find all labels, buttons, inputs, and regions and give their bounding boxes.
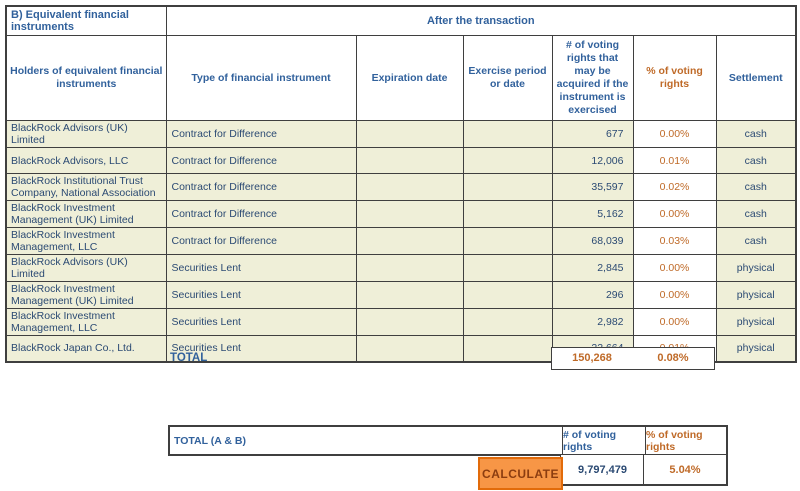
table-row — [6, 148, 796, 174]
expiration-cell — [356, 228, 463, 255]
grand-total-col-rights: # of voting rights — [562, 427, 645, 454]
col-header-settlement: Settlement — [716, 36, 796, 121]
rights-cell: 12,006 — [552, 148, 633, 174]
holder-cell: BlackRock Japan Co., Ltd. — [6, 336, 166, 362]
rights-cell: 68,039 — [552, 228, 633, 255]
settlement-cell: cash — [716, 148, 796, 174]
rights-cell: 2,982 — [552, 309, 633, 336]
exercise-cell — [463, 121, 552, 148]
table-row — [6, 282, 796, 309]
table-row — [6, 309, 796, 336]
grand-total-header-row — [168, 425, 728, 456]
rights-cell: 677 — [552, 121, 633, 148]
table-row — [6, 121, 796, 148]
settlement-cell: cash — [716, 121, 796, 148]
pct-cell: 0.01% — [633, 148, 716, 174]
settlement-cell: physical — [716, 336, 796, 362]
expiration-cell — [356, 255, 463, 282]
holder-cell: BlackRock Advisors (UK) Limited — [6, 255, 166, 282]
type-cell: Securities Lent — [166, 282, 356, 309]
expiration-cell — [356, 309, 463, 336]
holder-cell: BlackRock Advisors (UK) Limited — [6, 121, 166, 148]
exercise-cell — [463, 309, 552, 336]
section-label: B) Equivalent financial instruments — [6, 6, 166, 36]
holder-cell: BlackRock Investment Management, LLC — [6, 228, 166, 255]
type-cell: Contract for Difference — [166, 174, 356, 201]
col-header-exercise: Exercise period or date — [463, 36, 552, 121]
exercise-cell — [463, 282, 552, 309]
grand-total-rights-value: 9,797,479 — [560, 455, 644, 486]
type-cell: Contract for Difference — [166, 121, 356, 148]
exercise-cell — [463, 228, 552, 255]
holder-cell: BlackRock Investment Management, LLC — [6, 309, 166, 336]
pct-cell: 0.02% — [633, 174, 716, 201]
type-cell: Securities Lent — [166, 255, 356, 282]
col-header-expiration: Expiration date — [356, 36, 463, 121]
total-pct-value: 0.08% — [632, 347, 715, 370]
exercise-cell — [463, 255, 552, 282]
after-transaction-band: After the transaction — [166, 6, 796, 36]
exercise-cell — [463, 201, 552, 228]
grand-total-col-pct: % of voting rights — [645, 427, 726, 454]
type-cell: Contract for Difference — [166, 201, 356, 228]
grand-total-section — [168, 425, 728, 491]
pct-cell: 0.00% — [633, 121, 716, 148]
pct-cell: 0.00% — [633, 255, 716, 282]
expiration-cell — [356, 201, 463, 228]
col-header-type: Type of financial instrument — [166, 36, 356, 121]
type-cell: Securities Lent — [166, 336, 356, 362]
expiration-cell — [356, 121, 463, 148]
pct-cell: 0.03% — [633, 228, 716, 255]
exercise-cell — [463, 174, 552, 201]
total-row — [0, 347, 800, 371]
rights-cell: 2,845 — [552, 255, 633, 282]
rights-cell: 35,597 — [552, 174, 633, 201]
col-header-holders: Holders of equivalent financial instruments — [6, 36, 166, 121]
table-row — [6, 255, 796, 282]
equivalent-instruments-table — [5, 5, 797, 363]
holder-cell: BlackRock Investment Management (UK) Limited — [6, 282, 166, 309]
expiration-cell — [356, 174, 463, 201]
pct-cell: 0.00% — [633, 309, 716, 336]
table-body — [6, 121, 796, 362]
col-header-pct: % of voting rights — [633, 36, 716, 121]
pct-cell: 0.00% — [633, 201, 716, 228]
exercise-cell — [463, 148, 552, 174]
rights-cell: 5,162 — [552, 201, 633, 228]
holder-cell: BlackRock Advisors, LLC — [6, 148, 166, 174]
settlement-cell: cash — [716, 174, 796, 201]
settlement-cell: physical — [716, 309, 796, 336]
grand-total-label: TOTAL (A & B) — [174, 434, 246, 447]
type-cell: Contract for Difference — [166, 228, 356, 255]
expiration-cell — [356, 282, 463, 309]
total-label: TOTAL — [170, 352, 208, 364]
expiration-cell — [356, 148, 463, 174]
grand-total-pct-value: 5.04% — [643, 455, 728, 486]
column-header-row — [6, 36, 796, 121]
settlement-cell: physical — [716, 255, 796, 282]
table-row — [6, 201, 796, 228]
table-title-row — [6, 6, 796, 36]
holder-cell: BlackRock Investment Management (UK) Limited — [6, 201, 166, 228]
total-rights-value: 150,268 — [551, 347, 633, 370]
settlement-cell: physical — [716, 282, 796, 309]
type-cell: Contract for Difference — [166, 148, 356, 174]
table-row — [6, 228, 796, 255]
holder-cell: BlackRock Institutional Trust Company, National Association — [6, 174, 166, 201]
pct-cell: 0.00% — [633, 282, 716, 309]
calculate-button[interactable]: CALCULATE — [478, 457, 563, 490]
settlement-cell: cash — [716, 228, 796, 255]
table-row — [6, 174, 796, 201]
settlement-cell: cash — [716, 201, 796, 228]
type-cell: Securities Lent — [166, 309, 356, 336]
rights-cell: 296 — [552, 282, 633, 309]
col-header-rights: # of voting rights that may be acquired if the instrument is exercised — [552, 36, 633, 121]
